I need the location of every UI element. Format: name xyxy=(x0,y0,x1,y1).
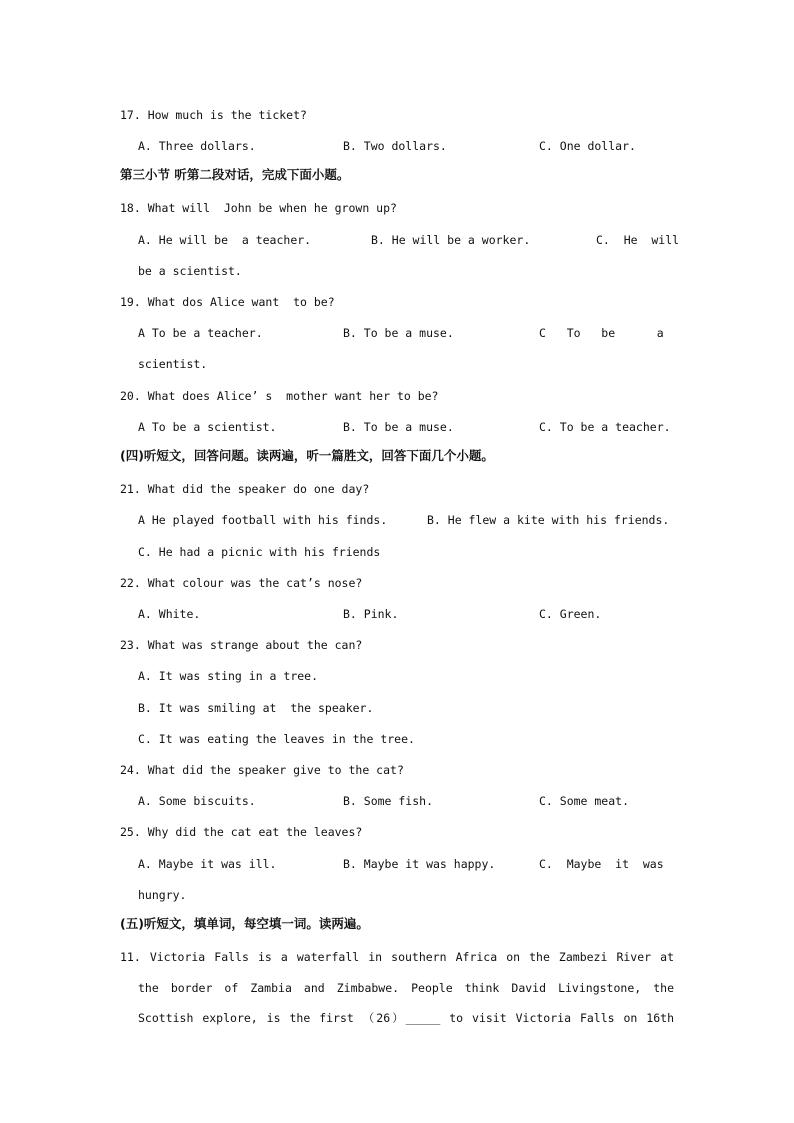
q25-option-b: B. Maybe it was happy. xyxy=(343,857,496,871)
q23-option-c: C. It was eating the leaves in the tree. xyxy=(138,732,415,746)
q21-option-c: C. He had a picnic with his friends xyxy=(138,545,381,559)
q18-option-a: A. He will be a teacher. xyxy=(138,233,312,247)
q20-option-b: B. To be a muse. xyxy=(343,420,454,434)
q21-option-b: B. He flew a kite with his friends. xyxy=(427,513,670,527)
q20-option-c: C. To be a teacher. xyxy=(539,420,671,434)
q18-option-b: B. He will be a worker. xyxy=(371,233,531,247)
q17-option-c: C. One dollar. xyxy=(539,139,636,153)
question-20: 20. What does Alice’ s mother want her to be? xyxy=(120,389,439,403)
q25-option-a: A. Maybe it was ill. xyxy=(138,857,277,871)
passage-line-1: 11. Victoria Falls is a waterfall in southern Africa on the Zambezi River at xyxy=(120,950,674,964)
q17-option-a: A. Three dollars. xyxy=(138,139,256,153)
q24-option-a: A. Some biscuits. xyxy=(138,794,256,808)
question-21: 21. What did the speaker do one day? xyxy=(120,482,370,496)
question-17: 17. How much is the ticket? xyxy=(120,108,307,122)
q19-option-a: A To be a teacher. xyxy=(138,326,263,340)
q19-option-c-continued: scientist. xyxy=(138,357,208,371)
q22-option-b: B. Pink. xyxy=(343,607,399,621)
question-24: 24. What did the speaker give to the cat? xyxy=(120,763,404,777)
passage-line-3: Scottish explore, is the first （26）_____ to visit Victoria Falls on 16th xyxy=(138,1011,674,1025)
q18-option-c: C. He will xyxy=(596,233,680,247)
q25-option-c: C. Maybe it was xyxy=(539,857,664,871)
question-22: 22. What colour was the cat’s nose? xyxy=(120,576,363,590)
q19-option-c: C To be a xyxy=(539,326,664,340)
q20-option-a: A To be a scientist. xyxy=(138,420,277,434)
section-4-heading: (四)听短文，回答问题。读两遍，听一篇胜文，回答下面几个小题。 xyxy=(120,448,494,463)
q21-option-a: A He played football with his finds. xyxy=(138,513,388,527)
section-5-heading: (五)听短文，填单词，每空填一词。读两遍。 xyxy=(120,916,369,931)
section-3-heading: 第三小节 听第二段对话，完成下面小题。 xyxy=(120,167,350,182)
question-19: 19. What dos Alice want to be? xyxy=(120,295,335,309)
passage-line-2: the border of Zambia and Zimbabwe. People think David Livingstone, the xyxy=(138,981,674,995)
q19-option-b: B. To be a muse. xyxy=(343,326,454,340)
q25-option-c-continued: hungry. xyxy=(138,888,187,902)
q24-option-b: B. Some fish. xyxy=(343,794,434,808)
question-25: 25. Why did the cat eat the leaves? xyxy=(120,825,363,839)
q22-option-c: C. Green. xyxy=(539,607,602,621)
q23-option-b: B. It was smiling at the speaker. xyxy=(138,701,374,715)
q18-option-c-continued: be a scientist. xyxy=(138,264,242,278)
q17-option-b: B. Two dollars. xyxy=(343,139,447,153)
q23-option-a: A. It was sting in a tree. xyxy=(138,669,319,683)
q22-option-a: A. White. xyxy=(138,607,201,621)
question-18: 18. What will John be when he grown up? xyxy=(120,201,397,215)
question-23: 23. What was strange about the can? xyxy=(120,638,363,652)
q24-option-c: C. Some meat. xyxy=(539,794,630,808)
